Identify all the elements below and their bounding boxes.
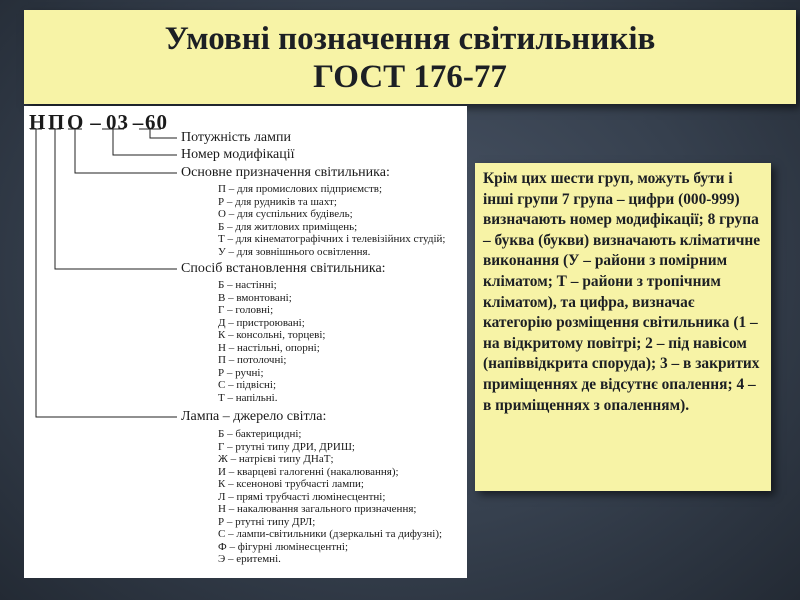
code-part-o: О [67,110,85,134]
code-dash-2: – [132,110,145,134]
purpose-item: Т – для кінематографічних і телевізійних студій; [218,233,446,245]
code-part-03: 03 [106,110,129,134]
slide-title [24,10,796,104]
note-text: Крім цих шести груп, можуть бути і інші групи 7 група – цифри (000-999) визначають номер модифікації; 8 група – буква (букви) визначають кліматичне виконання (У – райони з помірним кліматом; Т – райони з тропічним кліматом), та цифра, визначає категорію розміщення світильника (1 – на відкритому повітрі; 2 – під навісом (напіввідкрита споруда); 3 – в закритих приміщеннях де відсутнє опалення; 4 – в приміщеннях з опаленням). [483,170,761,414]
lamp-item: Э – еритемні. [218,553,281,565]
lamp-items [218,428,442,566]
lamp-item: Н – накалювання загального призначення; [218,503,417,515]
lamp-item: Ф – фігурні люмінесцентні; [218,540,349,553]
mounting-item: Г – головні; [218,304,274,316]
mounting-label: Спосіб встановлення світильника: [181,261,386,276]
code-part-60: 60 [145,110,168,134]
mounting-item: С – підвісні; [218,379,277,391]
mounting-items [218,279,325,404]
note-box [475,163,771,491]
lamp-item: К – ксенонові трубчасті лампи; [218,478,364,490]
purpose-item: П – для промислових підприємств; [218,183,383,195]
title-line-1: Умовні позначення світильників [164,21,656,57]
mounting-item: Н – настільні, опорні; [218,341,320,354]
lamp-item: Ж – натрієві типу ДНаТ; [218,453,334,465]
mounting-item: К – консольні, торцеві; [218,329,326,341]
purpose-item: Р – для рудників та шахт; [218,195,337,208]
purpose-item: О – для суспільних будівель; [218,208,353,220]
code-dash-1: – [90,110,102,134]
purpose-item: Б – для житлових приміщень; [218,220,358,233]
mounting-item: Р – ручні; [218,366,264,379]
purpose-label: Основне призначення світильника: [181,165,390,180]
lamp-item: Б – бактерицидні; [218,428,302,440]
mounting-item: Д – пристроювані; [218,316,305,329]
modification-label: Номер модифікації [181,147,295,162]
mounting-item: П – потолочні; [218,354,287,366]
title-line-2: ГОСТ 176-77 [313,59,507,95]
lamp-item: Л – прямі трубчасті люмінесцентні; [218,490,386,503]
lamp-item: И – кварцеві галогенні (накалювання); [218,465,399,478]
purpose-item: У – для зовнішнього освітлення. [218,245,371,258]
mounting-item: Т – напільні. [218,391,278,404]
mounting-item: В – вмонтовані; [218,291,292,304]
power-label: Потужність лампи [181,130,291,145]
designation-code [29,110,171,135]
designation-scheme [24,106,467,578]
lamp-label: Лампа – джерело світла: [181,409,327,424]
code-part-n: Н [29,110,47,134]
lamp-item: С – лампи-світильники (дзеркальні та дифузні); [218,528,443,540]
lamp-item: Р – ртутні типу ДРЛ; [218,515,316,528]
mounting-item: Б – настінні; [218,279,277,291]
lamp-item: Г – ртутні типу ДРИ, ДРИШ; [218,440,355,453]
purpose-items [218,183,445,258]
code-part-p: П [48,110,66,134]
